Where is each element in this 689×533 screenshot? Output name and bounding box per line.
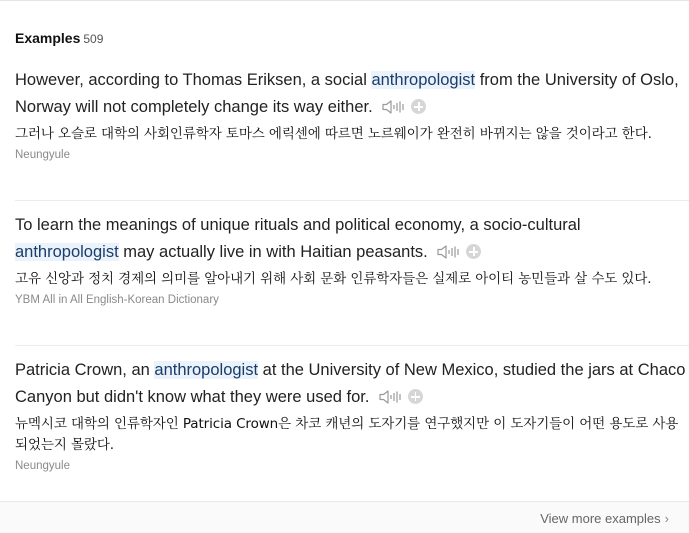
example-english: Patricia Crown, an anthropologist at the University of New Mexico, studied the jars at Chaco Canyon but didn't know what they were used for.	[15, 361, 686, 406]
highlighted-term[interactable]: anthropologist	[15, 243, 119, 261]
example-source: Neungyule	[15, 460, 70, 472]
section-title: Examples	[15, 30, 81, 46]
plus-circle-icon[interactable]	[466, 244, 481, 259]
example-korean: 그러나 오슬로 대학의 사회인류학자 토마스 에릭센에 따르면 노르웨이가 완전히 바뀌지는 않을 것이라고 한다.	[15, 126, 652, 142]
footer-bar	[0, 501, 689, 533]
chevron-right-icon: ›	[664, 511, 669, 526]
example-korean: 고유 신앙과 정치 경제의 의미를 알아내기 위해 사회 문화 인류학자들은 실제로 아이티 농민들과 살 수도 있다.	[15, 271, 652, 287]
speaker-icon[interactable]	[378, 389, 402, 405]
highlighted-term[interactable]: anthropologist	[371, 71, 476, 89]
top-border	[0, 0, 689, 1]
example-source: Neungyule	[15, 149, 70, 161]
speaker-icon[interactable]	[436, 244, 460, 260]
example-korean: 뉴멕시코 대학의 인류학자인 Patricia Crown은 차코 캐년의 도자기를 연구했지만 이 도자기들이 어떤 용도로 사용되었는지 몰랐다.	[15, 416, 679, 453]
example-item	[15, 357, 687, 472]
examples-header	[15, 30, 103, 48]
example-source: YBM All in All English-Korean Dictionary	[15, 294, 219, 306]
plus-circle-icon[interactable]	[411, 99, 426, 114]
example-item	[15, 67, 687, 161]
divider	[15, 345, 689, 346]
plus-circle-icon[interactable]	[408, 389, 423, 404]
view-more-link[interactable]: View more examples ›	[540, 511, 669, 526]
speaker-icon[interactable]	[381, 99, 405, 115]
example-item	[15, 212, 687, 306]
example-english: To learn the meanings of unique rituals and political economy, a socio-cultural anthropologist may actually live in with Haitian peasants.	[15, 216, 581, 261]
example-english: However, according to Thomas Eriksen, a social anthropologist from the University of Oslo, Norway will not completely change its way either.	[15, 71, 679, 116]
divider	[15, 200, 689, 201]
highlighted-term[interactable]: anthropologist	[154, 361, 259, 379]
example-count: 509	[83, 32, 104, 46]
